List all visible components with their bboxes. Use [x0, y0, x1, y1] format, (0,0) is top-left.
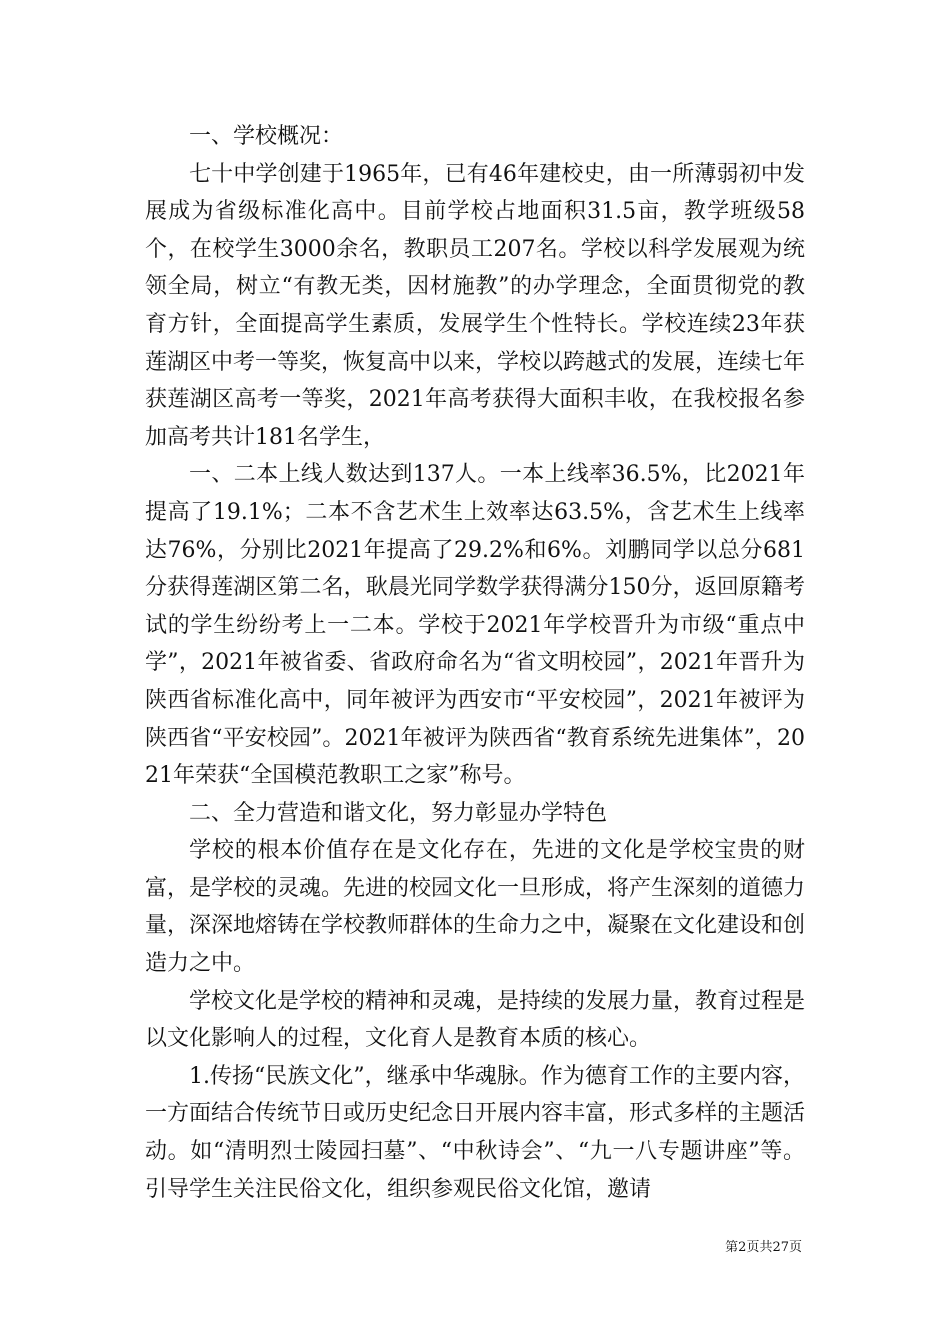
paragraph-national-culture: 1.传扬“民族文化”，继承中华魂脉。作为德育工作的主要内容，一方面结合传统节日或历史纪念日开展内容丰富，形式多样的主题活动。如“清明烈士陵园扫墓”、“中秋诗会”、“九一八专题讲座”等。引导学生关注民俗文化，组织参观民俗文化馆，邀请 [145, 1063, 806, 1202]
paragraph-culture-value: 学校的根本价值存在是文化存在，先进的文化是学校宝贵的财富，是学校的灵魂。先进的校园文化一旦形成，将产生深刻的道德力量，深深地熔铸在学校教师群体的生命力之中，凝聚在文化建设和创造力之中。 [145, 838, 806, 977]
page-number-footer: 第2页共27页 [725, 1240, 802, 1255]
section-heading-harmonious-culture: 二、全力营造和谐文化，努力彰显办学特色 [189, 800, 608, 826]
paragraph-exam-results: 一、二本上线人数达到137人。一本上线率36.5%，比2021年提高了19.1%；二本不含艺术生上效率达63.5%，含艺术生上线率达76%，分别比2021年提高了29.2%和6%。刘鹏同学以总分681分获得莲湖区第二名，耿晨光同学数学获得满分150分，返回原籍考试的学生纷纷考上一二本。学校于2021年学校晋升为市级“重点中学”，2021年被省委、省政府命名为“省文明校园”，2021年晋升为陕西省标准化高中，同年被评为西安市“平安校园”，2021年被评为陕西省“平安校园”。2021年被评为陕西省“教育系统先进集体”，2021年荣获“全国模范教职工之家”称号。 [145, 462, 805, 789]
document-body [145, 118, 805, 1208]
paragraph-school-culture: 学校文化是学校的精神和灵魂，是持续的发展力量，教育过程是以文化影响人的过程，文化育人是教育本质的核心。 [145, 988, 806, 1052]
section-heading-school-overview: 一、学校概况： [189, 124, 344, 149]
paragraph-school-history: 七十中学创建于1965年，已有46年建校史，由一所薄弱初中发展成为省级标准化高中。目前学校占地面积31.5亩，教学班级58个，在校学生3000余名，教职员工207名。学校以科学发展观为统领全局，树立“有教无类，因材施教”的办学理念，全面贯彻党的教育方针，全面提高学生素质，发展学生个性特长。学校连续23年获莲湖区中考一等奖，恢复高中以来，学校以跨越式的发展，连续七年获莲湖区高考一等奖，2021年高考获得大面积丰收，在我校报名参加高考共计181名学生， [145, 161, 806, 450]
